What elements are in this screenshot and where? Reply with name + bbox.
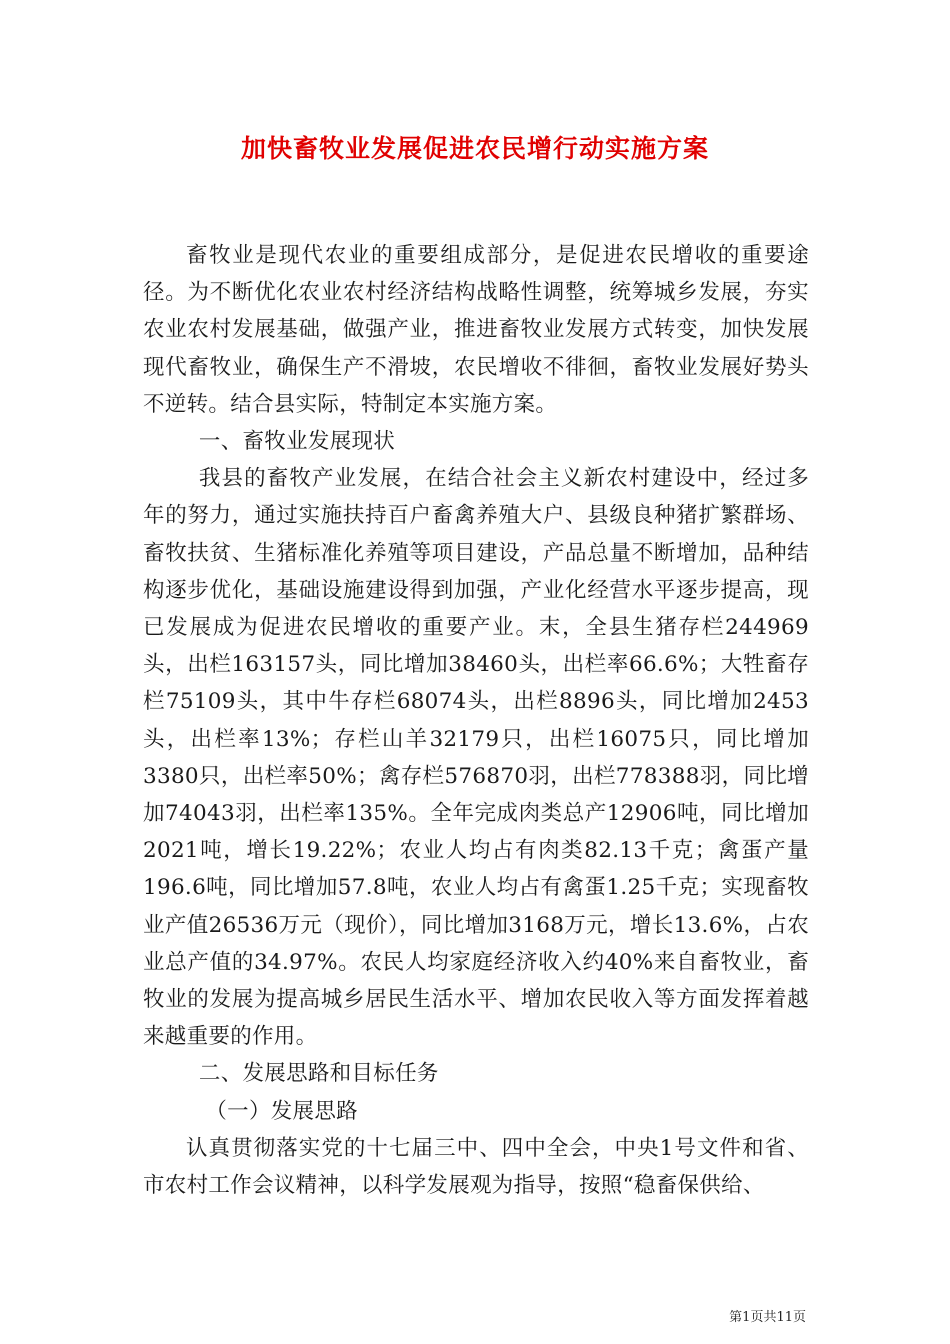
- subsection-heading-1: （一）发展思路: [205, 1098, 358, 1124]
- paragraph-approach: 认真贯彻落实党的十七届三中、四中全会，中央1号文件和省、市农村工作会议精神，以科学发展观为指导，按照“稳畜保供给、: [143, 1135, 809, 1199]
- section-heading-1: 一、畜牧业发展现状: [198, 429, 396, 455]
- section-heading-2: 二、发展思路和目标任务: [198, 1061, 439, 1087]
- paragraph-intro: 畜牧业是现代农业的重要组成部分，是促进农民增收的重要途径。为不断优化农业农村经济结构战略性调整，统筹城乡发展，夯实农业农村发展基础，做强产业，推进畜牧业发展方式转变，加快发展现代畜牧业，确保生产不滑坡，农民增收不徘徊，畜牧业发展好势头不逆转。结合县实际，特制定本实施方案。: [143, 243, 809, 417]
- document-title: 加快畜牧业发展促进农民增行动实施方案: [240, 134, 709, 163]
- document-body: [143, 237, 809, 1204]
- paragraph-status: 我县的畜牧产业发展，在结合社会主义新农村建设中，经过多年的努力，通过实施扶持百户畜禽养殖大户、县级良种猪扩繁群场、畜牧扶贫、生猪标准化养殖等项目建设，产品总量不断增加，品种结构逐步优化，基础设施建设得到加强，产业化经营水平逐步提高，现已发展成为促进农民增收的重要产业。末，全县生猪存栏244969头，出栏163157头，同比增加38460头，出栏率66.6%；大牲畜存栏75109头，其中牛存栏68074头，出栏8896头，同比增加2453头，出栏率13%；存栏山羊32179只，出栏16075只，同比增加3380只，出栏率50%；禽存栏576870羽，出栏778388羽，同比增加74043羽，出栏率135%。全年完成肉类总产12906吨，同比增加2021吨，增长19.22%；农业人均占有肉类82.13千克；禽蛋产量196.6吨，同比增加57.8吨，农业人均占有禽蛋1.25千克；实现畜牧业产值26536万元（现价），同比增加3168万元，增长13.6%，占农业总产值的34.97%。农民人均家庭经济收入约40%来自畜牧业，畜牧业的发展为提高城乡居民生活水平、增加农民收入等方面发挥着越来越重要的作用。: [143, 466, 809, 1050]
- page-number: 第1页共11页: [729, 1310, 806, 1325]
